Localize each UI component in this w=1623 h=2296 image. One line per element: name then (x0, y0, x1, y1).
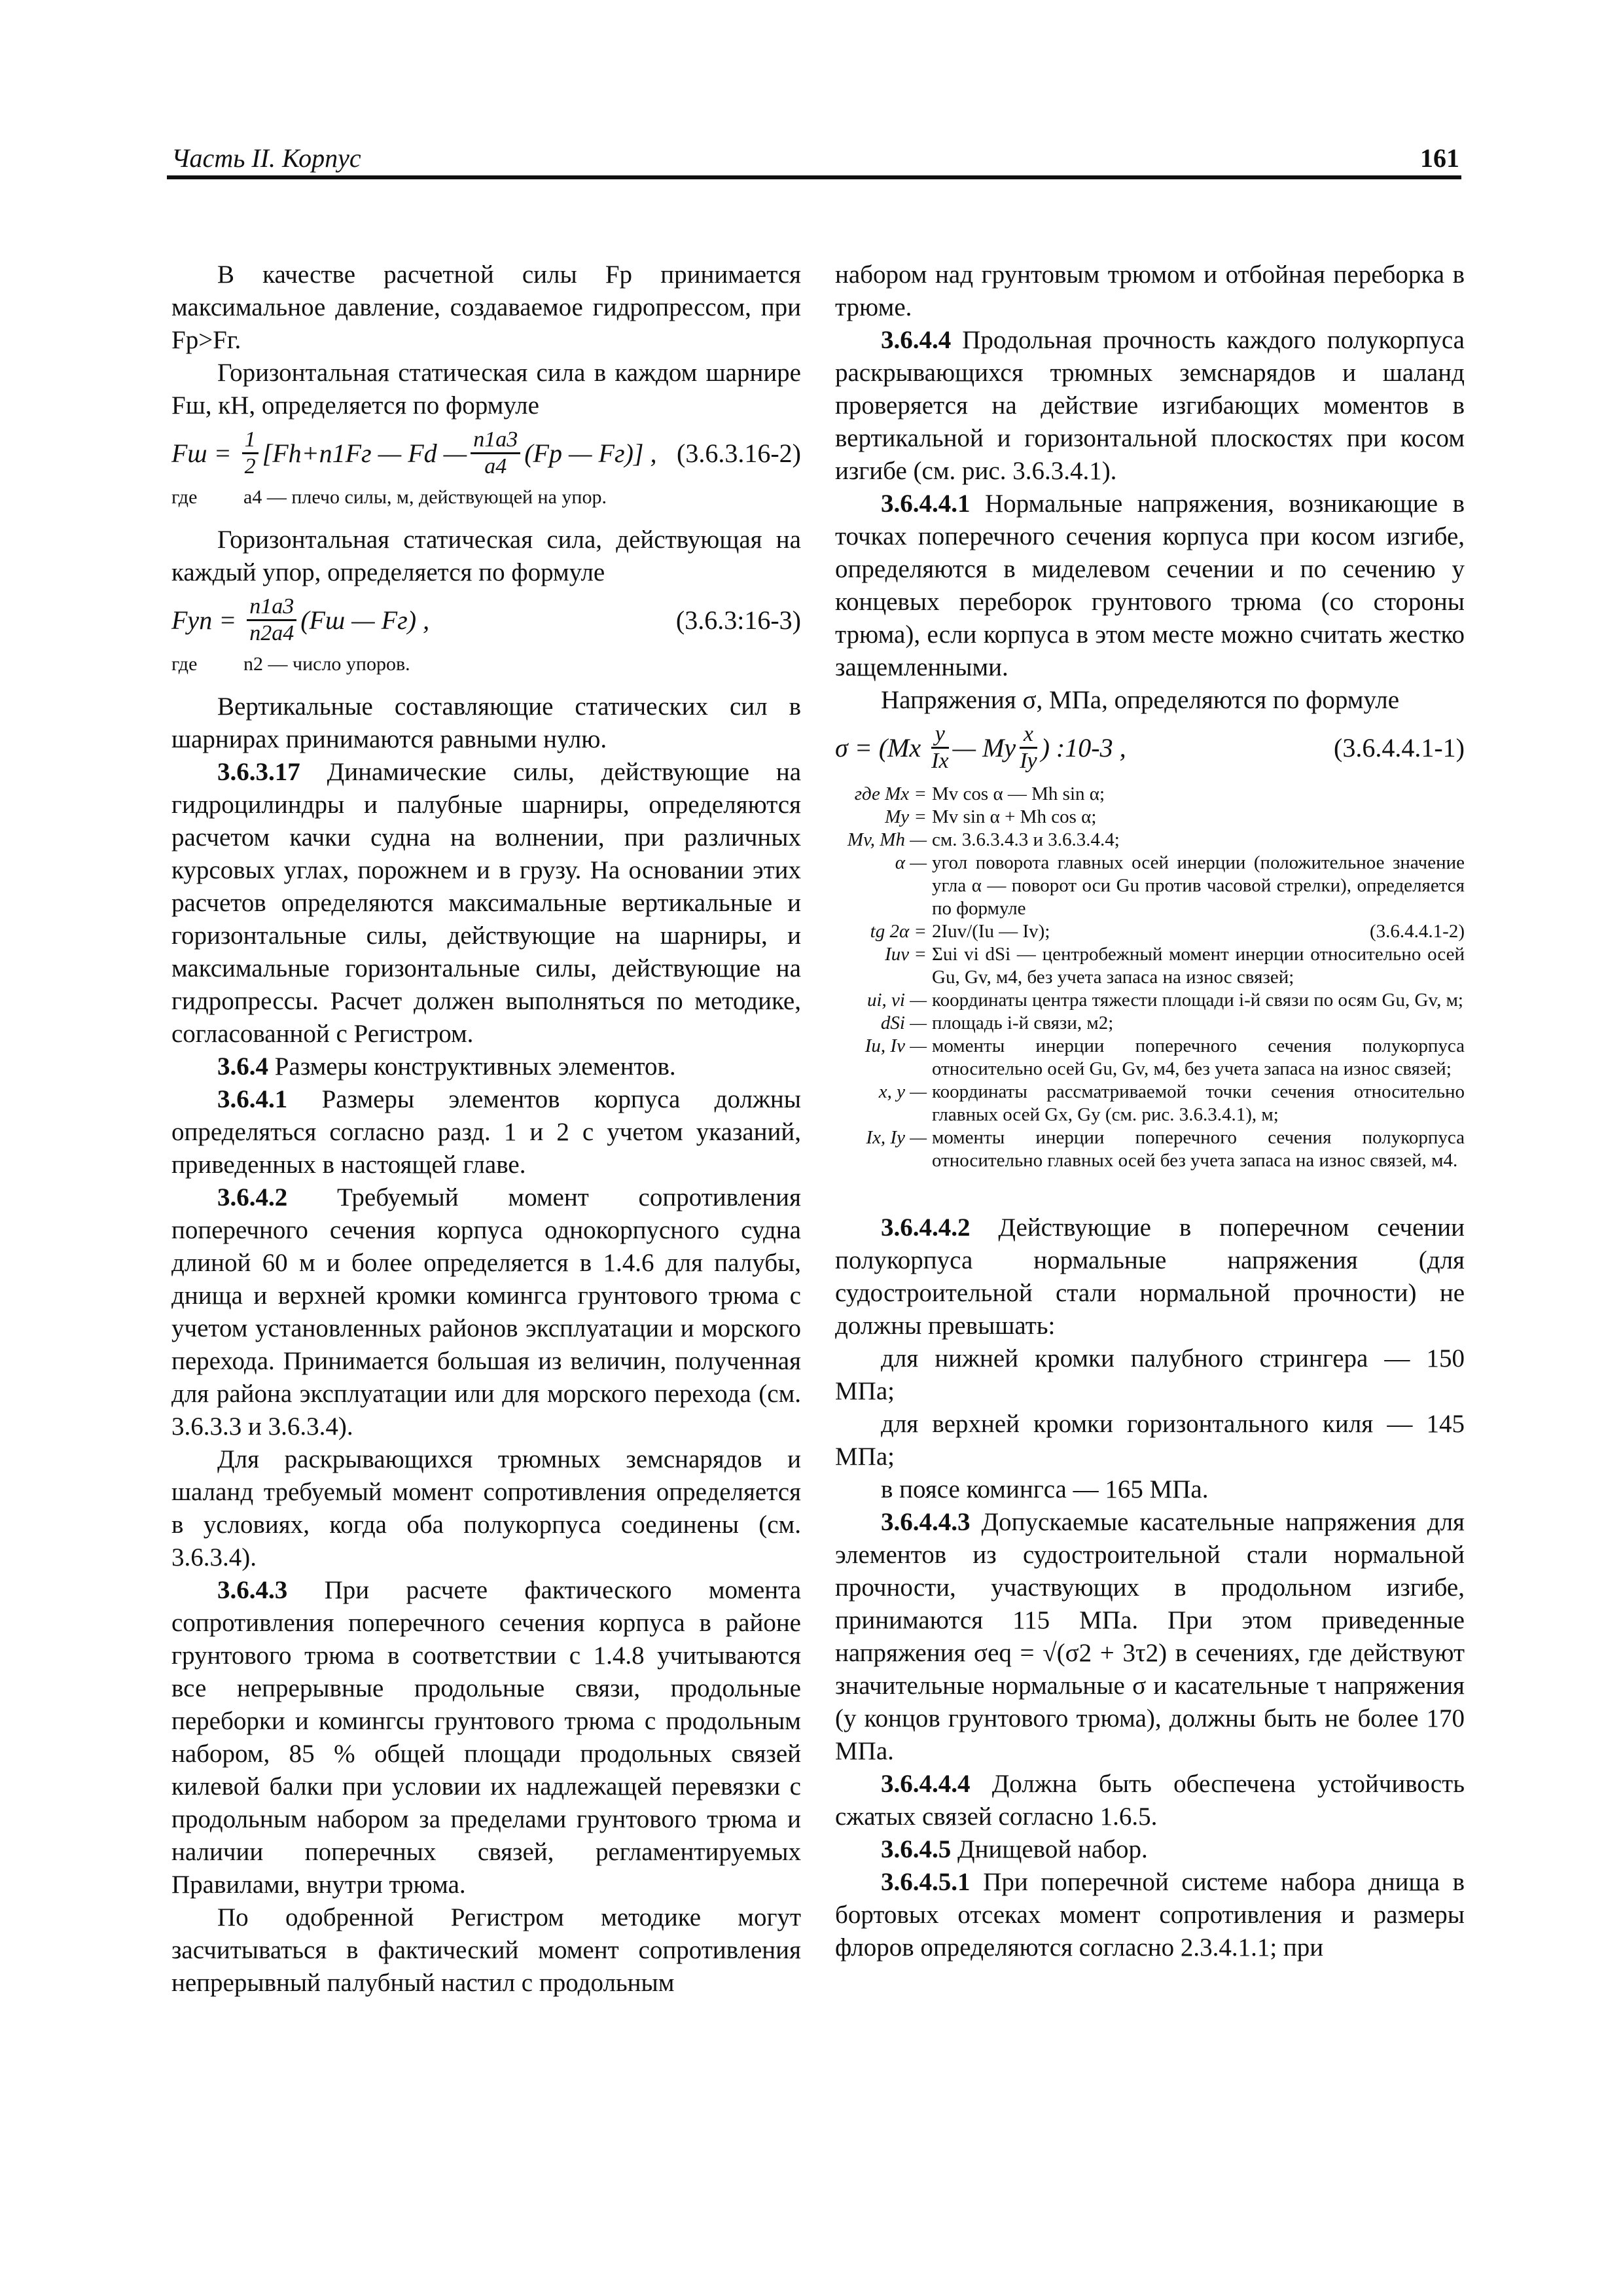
paragraph: 3.6.4.2 Требуемый момент сопротивления поперечного сечения корпуса однокорпусного судна длиной 60 м и более определяется в 1.4.6 для палубы, днища и верхней кромки комингса грунтового трюма с учетом установленных районов эксплуатации и морского перехода. Принимается большая из величин, полученная для района эксплуатации или для морского перехода (см. 3.6.3.3 и 3.6.3.4). (171, 1183, 801, 1441)
paragraph: 3.6.4.4.1 Нормальные напряжения, возникающие в точках поперечного сечения корпуса при косом изгибе, определяются в миделевом сечении и по сечению у концевых переборок грунтового трюма (со стороны трюма), если корпуса в этом месте можно считать жестко защемленными. (835, 490, 1465, 681)
formula-3-6-4-4-1-1: σ = (Mx y Ix — My x Iy ) :10-3 , (3.6.4.4.1-1) (835, 722, 1465, 773)
running-header-title: Часть II. Корпус (171, 143, 361, 173)
paragraph: Горизонтальная статическая сила в каждом шарнире Fш, кН, определяется по формуле (171, 359, 801, 420)
paragraph: Горизонтальная статическая сила, действующая на каждый упор, определяется по формуле (171, 526, 801, 586)
paragraph: 3.6.4.4.4 Должна быть обеспечена устойчивость сжатых связей согласно 1.6.5. (835, 1770, 1465, 1831)
paragraph: 3.6.4.3 При расчете фактического момента сопротивления поперечного сечения корпуса в районе грунтового трюма в соответствии с 1.4.8 учитываются все непрерывные продольные связи, продольные переборки и комингсы грунтового трюма с продольным набором, 85 % общей площади продольных связей килевой балки при условии их надлежащей перевязки с продольным набором за пределами грунтового трюма и наличии поперечных связей, регламентируемых Правилами, внутри трюма. (171, 1576, 801, 1899)
paragraph: По одобренной Регистром методике могут засчитываться в фактический момент сопротивления непрерывный палубный настил с продольным (171, 1903, 801, 1997)
formula-3-6-3-16-3: Fуп = $\frac{n1a3}{n2a4}$ (Fш — Fг) , (3.6.3:16-3) (171, 594, 801, 645)
symbol-legend: где Mx = Mv cos α — Mh sin α; My = Mv sin α + Mh cos α; Mv, Mh — см. 3.6.3.4.3 и 3.6.3.4.4; α — угол поворота главных осей инерции (положительное значение угла α — поворот оси Gu против часовой стрелки), определяется по формуле tg 2α = 2Iuv/(Iu — Iv); (3.6.4.4.1-2) Iuv = Σui vi dSi — центробежный момент инерции относительно осей Gu, Gv, м4, без учета запаса на износ связей; ui, vi — координаты центра тяжести площади i-й связи по осям Gu, Gv, м; dSi — площадь i-й связи, м2; Iu, Iv — моменты инерции поперечного сечения полукорпуса относительно осей Gu, Gv, м4, без учета запаса на износ связей; x, y — координаты рассматриваемой точки сечения относительно главных осей Gx, Gy (см. рис. 3.6.3.4.1), м; Ix, Iy — моменты инерции поперечного сечения полукорпуса относительно главных осей без учета запаса на износ связей, м4. (847, 783, 1465, 1171)
paragraph: 3.6.4.4.2 Действующие в поперечном сечении полукорпуса нормальные напряжения (для судостроительной стали нормальной прочности) не должны превышать: (835, 1213, 1465, 1340)
paragraph: 3.6.4.5.1 При поперечной системе набора днища в бортовых отсеках момент сопротивления и размеры флоров определяются согласно 2.3.4.1.1; при (835, 1868, 1465, 1962)
fraction: $\frac{1}{2}$ (242, 427, 259, 479)
page-number: 161 (1420, 143, 1459, 173)
fraction: x Iy (1020, 722, 1037, 773)
paragraph: Напряжения σ, МПа, определяются по формуле (881, 686, 1400, 714)
right-column (835, 259, 1465, 1964)
left-column (171, 259, 801, 2000)
paragraph: для нижней кромки палубного стрингера — 150 МПа; (835, 1344, 1465, 1405)
header-rule (167, 175, 1461, 179)
paragraph: 3.6.4.4.3 Допускаемые касательные напряжения для элементов из судостроительной стали нормальной прочности, участвующих в продольном изгибе, принимаются 115 МПа. При этом приведенные напряжения σeq = √(σ2 + 3τ2) в сечениях, где действуют значительные нормальные σ и касательные τ напряжения (у концов грунтового трюма), должны быть не более 170 МПа. (835, 1508, 1465, 1765)
where-note: где a4 — плечо силы, м, действующей на упор. (171, 486, 607, 508)
fraction: y Ix (931, 722, 949, 773)
section-heading: 3.6.4 Размеры конструктивных элементов. (217, 1052, 676, 1081)
formula-number: (3.6.3:16-3) (675, 605, 801, 635)
paragraph: 3.6.4.4 Продольная прочность каждого полукорпуса раскрывающихся трюмных земснарядов и шаланд проверяется на действие изгибающих моментов в вертикальной и горизонтальной плоскостях при косом изгибе (см. рис. 3.6.3.4.1). (835, 326, 1465, 485)
formula-number: (3.6.3.16-2) (677, 438, 801, 468)
section-heading: 3.6.4.5 Днищевой набор. (881, 1835, 1148, 1863)
paragraph: В качестве расчетной силы Fр принимается максимальное давление, создаваемое гидропрессом, при Fр>Fг. (171, 260, 801, 354)
fraction: $\frac{n1a3}{n2a4}$ (247, 594, 296, 646)
paragraph: 3.6.4.1 Размеры элементов корпуса должны определяться согласно разд. 1 и 2 с учетом указаний, приведенных в настоящей главе. (171, 1085, 801, 1179)
paragraph: Для раскрывающихся трюмных земснарядов и шаланд требуемый момент сопротивления определяется в условиях, когда оба полукорпуса соединены (см. 3.6.3.4). (171, 1445, 801, 1571)
paragraph: 3.6.3.17 Динамические силы, действующие на гидроцилиндры и палубные шарниры, определяются расчетом качки судна на волнении, при различных курсовых углах, порожнем и в грузу. На основании этих расчетов определяются максимальные вертикальные и горизонтальные силы, действующие на шарниры, и максимальные горизонтальные силы, действующие на гидропрессы. Расчет должен выполняться по методике, согласованной с Регистром. (171, 758, 801, 1048)
formula-number: (3.6.4.4.1-1) (1334, 732, 1465, 762)
paragraph: набором над грунтовым трюмом и отбойная переборка в трюме. (835, 260, 1465, 321)
where-note: где n2 — число упоров. (171, 653, 410, 675)
fraction: n1a3 a4 (471, 427, 520, 479)
formula-number: (3.6.4.4.1-2) (1370, 921, 1465, 942)
paragraph: в поясе комингса — 165 МПа. (881, 1475, 1209, 1503)
paragraph: для верхней кромки горизонтального киля — 145 МПа; (835, 1410, 1465, 1471)
paragraph: Вертикальные составляющие статических сил в шарнирах принимаются равными нулю. (171, 692, 801, 753)
formula-3-6-3-16-2: Fш = $\frac{1}{2}$ [Fh+n1Fг — Fd — n1a3 a4 (Fр — Fг)] , (3.6.3.16-2) (171, 427, 801, 478)
